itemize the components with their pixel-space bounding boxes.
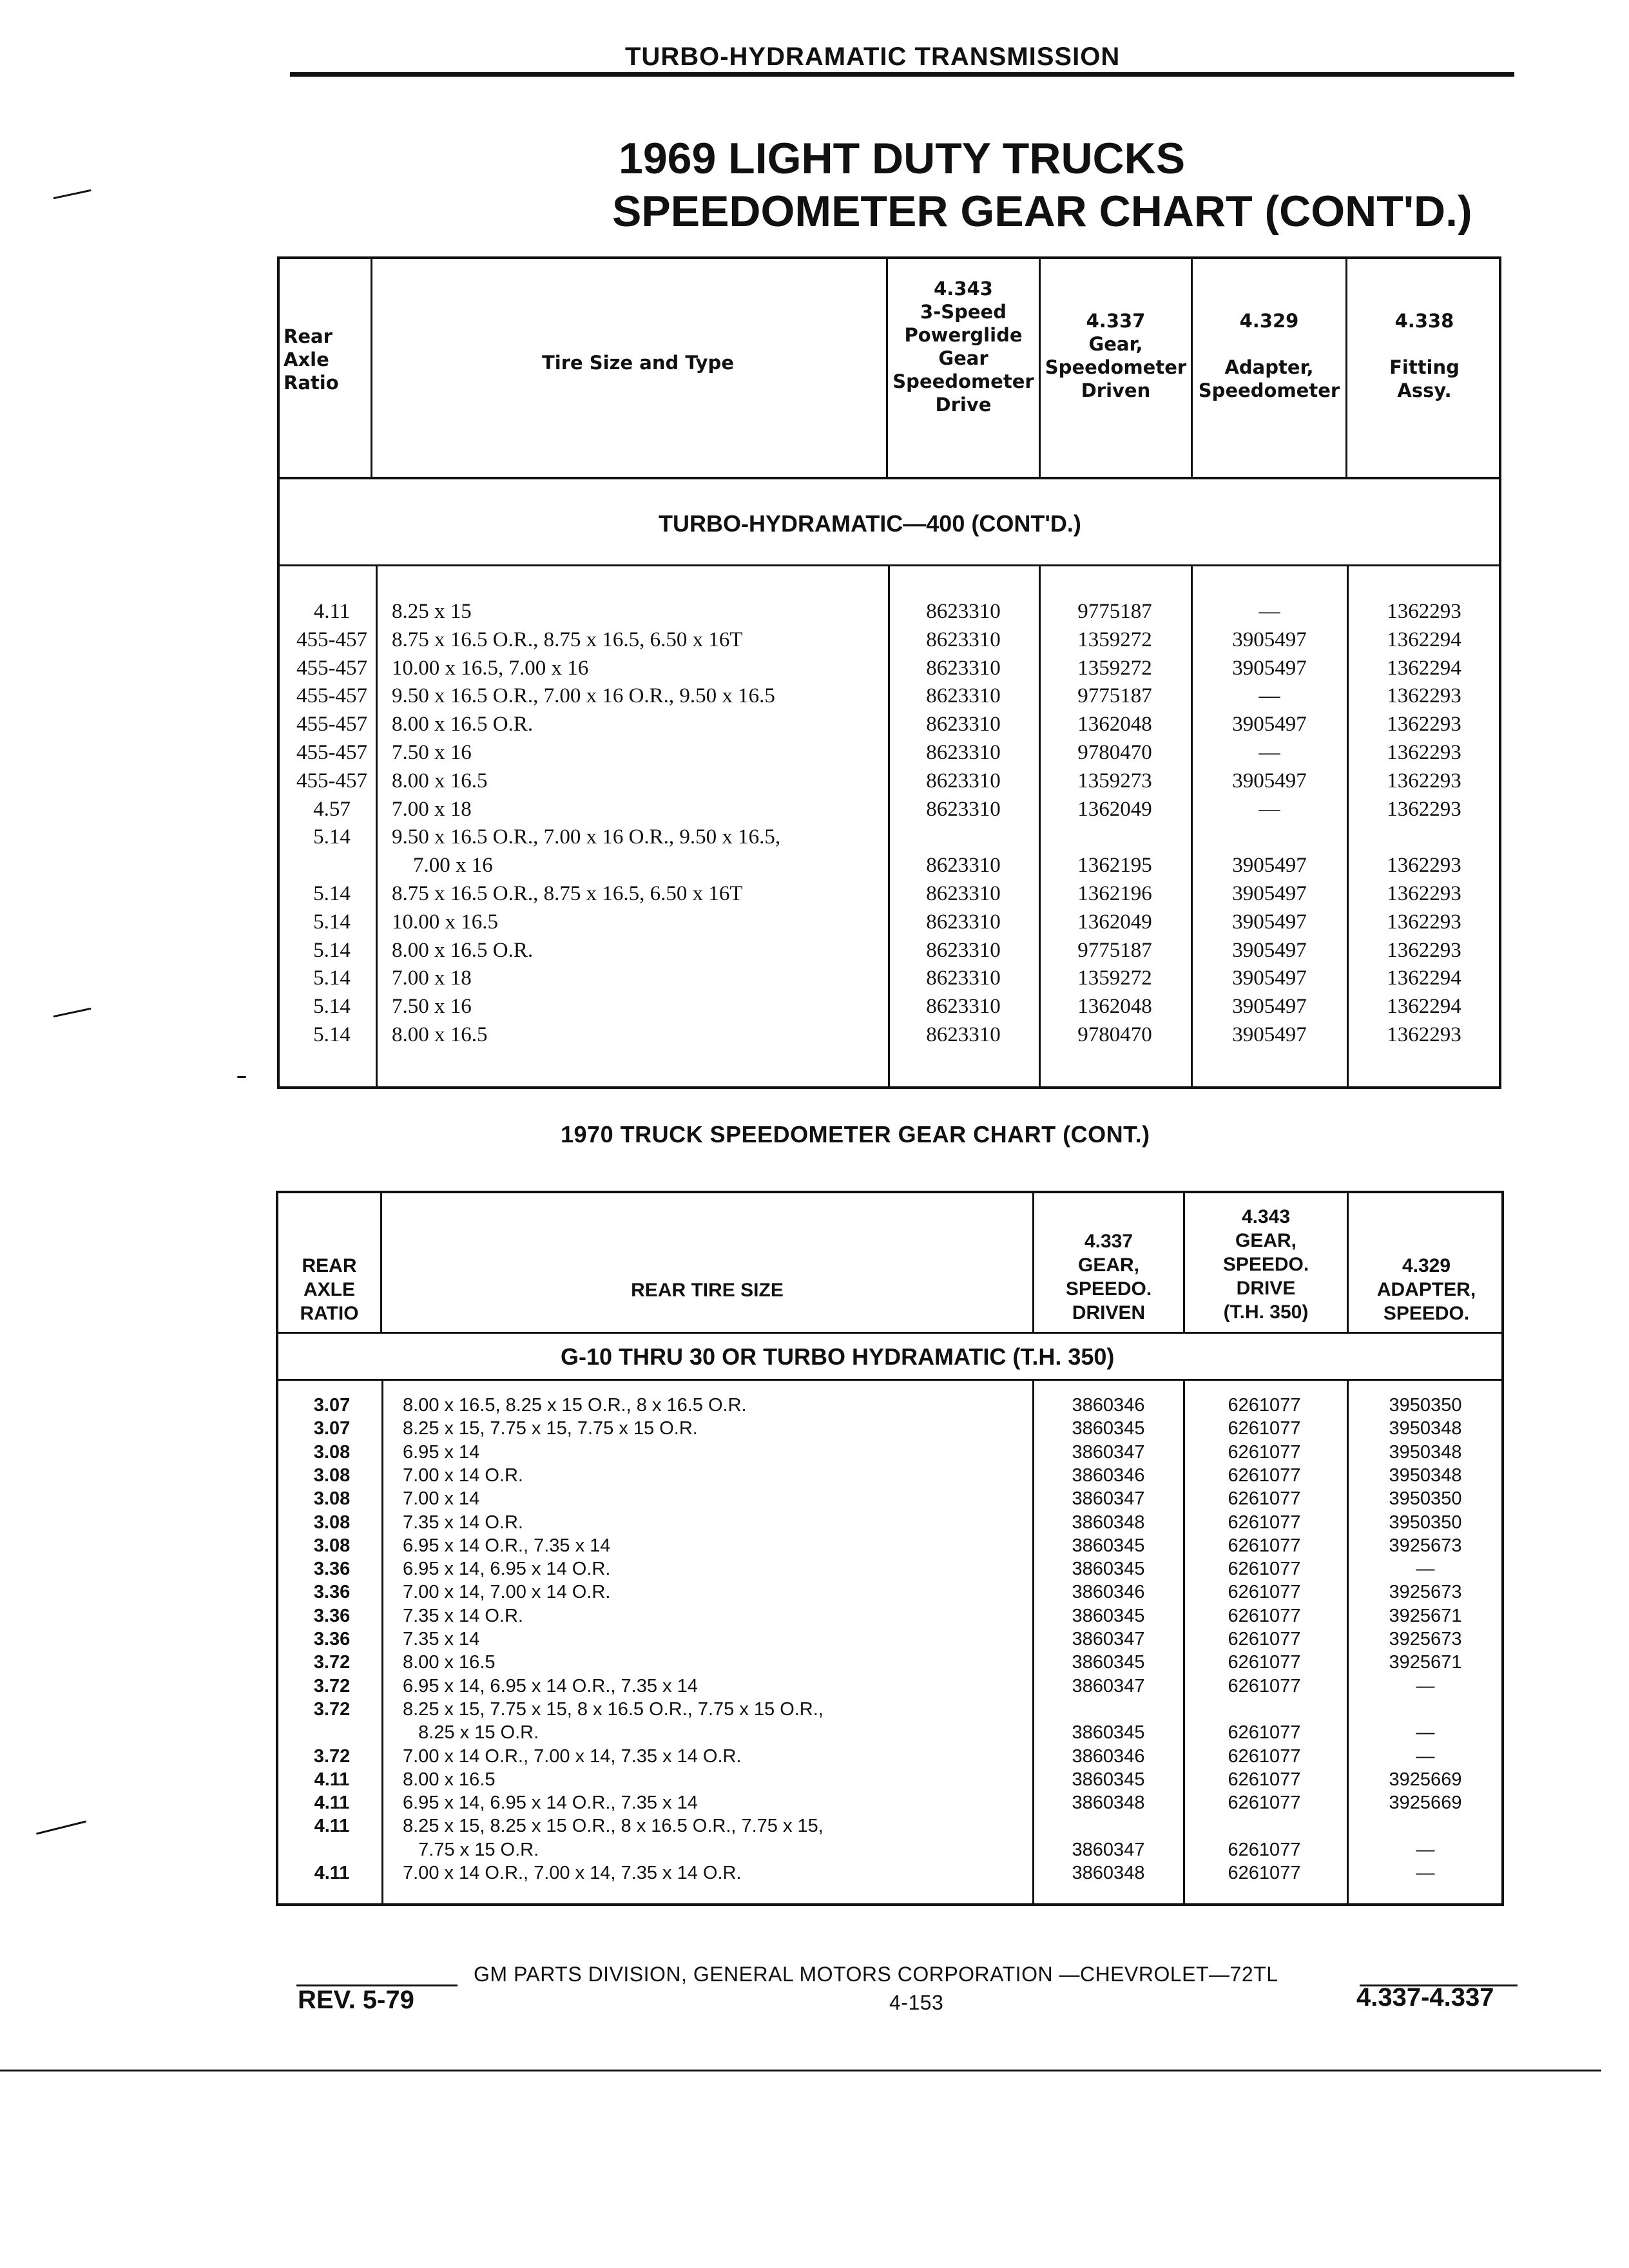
row-adapter: —: [1258, 600, 1280, 623]
header-tire-size: Tire Size and Type: [541, 352, 734, 374]
row-speedo-driven: 3860347: [1072, 1629, 1145, 1649]
margin-mark: [53, 189, 91, 199]
row-drive-gear: 8623310: [926, 600, 1001, 623]
row-speedo-driven: 3860345: [1072, 1559, 1145, 1580]
row-tire-size: 8.75 x 16.5 O.R., 8.75 x 16.5, 6.50 x 16T: [392, 882, 743, 905]
row-adapter: 3905497: [1232, 713, 1307, 736]
row-adapter: —: [1258, 797, 1280, 821]
row-tire-size: 7.00 x 18: [392, 966, 472, 990]
row-driven-gear: 9775187: [1077, 684, 1152, 708]
row-rear-tire-size: 6.95 x 14, 6.95 x 14 O.R., 7.35 x 14: [403, 1675, 698, 1696]
row-adapter: —: [1258, 684, 1280, 708]
row-adapter-speedo: 3950348: [1389, 1465, 1462, 1486]
row-tire-size: 8.00 x 16.5 O.R.: [392, 713, 534, 736]
row-speedo-driven: 3860345: [1072, 1605, 1145, 1626]
row-tire-size: 8.00 x 16.5: [392, 1023, 488, 1046]
row-drive-gear: 8623310: [926, 995, 1001, 1019]
row-rear-tire-size: 8.00 x 16.5: [403, 1652, 496, 1673]
row-tire-size: 7.50 x 16: [392, 995, 472, 1019]
row-drive-gear: 8623310: [926, 713, 1001, 736]
footer-page-number: 4-153: [889, 1991, 944, 2014]
row-adapter-speedo: 3950348: [1389, 1418, 1462, 1439]
row-tire-size: 8.00 x 16.5: [392, 769, 488, 793]
row-speedo-drive: 6261077: [1228, 1441, 1301, 1463]
row-axle-ratio: 5.14: [313, 966, 351, 990]
row-fitting: 1362293: [1387, 797, 1461, 821]
row-rear-tire-size: 8.25 x 15, 8.25 x 15 O.R., 8 x 16.5 O.R., 7.75 x 15,: [403, 1816, 824, 1837]
row-speedo-drive: 6261077: [1228, 1465, 1301, 1486]
row-fitting: 1362294: [1387, 628, 1461, 651]
section-g10-thru-30: G-10 THRU 30 OR TURBO HYDRAMATIC (T.H. 350): [561, 1343, 1115, 1370]
row-fitting: 1362293: [1387, 882, 1461, 905]
row-rear-tire-size: 6.95 x 14, 6.95 x 14 O.R.: [403, 1559, 611, 1580]
header-fitting: 4.338 Fitting Assy.: [1389, 310, 1460, 401]
footer-division: GM PARTS DIVISION, GENERAL MOTORS CORPORATION —CHEVROLET—72TL: [474, 1963, 1278, 1986]
footer-section-ref: 4.337-4.337: [1356, 1983, 1494, 2012]
row-rear-axle-ratio: 4.11: [314, 1792, 350, 1814]
row-speedo-driven: 3860348: [1072, 1863, 1145, 1883]
row-rear-tire-size: 7.00 x 14: [403, 1488, 480, 1510]
header-rear-axle-ratio: REAR AXLE RATIO: [300, 1255, 359, 1324]
row-rear-tire-size: 7.35 x 14 O.R.: [403, 1512, 523, 1533]
header-speedo-driven: 4.337 GEAR, SPEEDO. DRIVEN: [1065, 1231, 1152, 1323]
row-rear-tire-size: 7.35 x 14: [403, 1629, 480, 1649]
row-rear-tire-size: 6.95 x 14, 6.95 x 14 O.R., 7.35 x 14: [403, 1792, 698, 1814]
row-axle-ratio: 455-457: [296, 769, 367, 793]
row-adapter-speedo: 3925671: [1389, 1652, 1462, 1673]
row-adapter: 3905497: [1232, 910, 1307, 934]
row-fitting: 1362293: [1387, 854, 1461, 878]
row-axle-ratio: 5.14: [313, 910, 351, 934]
row-axle-ratio: 4.11: [313, 600, 351, 623]
row-drive-gear: 8623310: [926, 966, 1001, 990]
title-line-2: SPEEDOMETER GEAR CHART (CONT'D.): [612, 187, 1472, 236]
row-speedo-driven: 3860345: [1072, 1769, 1145, 1790]
row-speedo-drive: 6261077: [1228, 1512, 1301, 1533]
row-rear-tire-size: 7.00 x 14 O.R., 7.00 x 14, 7.35 x 14 O.R.: [403, 1745, 742, 1767]
row-rear-axle-ratio: 4.11: [314, 1863, 350, 1883]
row-adapter-speedo: —: [1416, 1863, 1435, 1883]
row-driven-gear: 1359273: [1077, 769, 1152, 793]
row-driven-gear: 1362049: [1077, 797, 1152, 821]
row-speedo-driven: 3860346: [1072, 1465, 1145, 1486]
footer-revision: REV. 5-79: [298, 1986, 414, 2014]
row-adapter-speedo: 3950348: [1389, 1441, 1462, 1463]
row-speedo-driven: 3860347: [1072, 1839, 1145, 1860]
row-fitting: 1362293: [1387, 684, 1461, 708]
row-speedo-drive: 6261077: [1228, 1745, 1301, 1767]
row-axle-ratio: 5.14: [313, 995, 351, 1019]
row-rear-axle-ratio: 3.08: [313, 1441, 351, 1463]
header-rule: [290, 72, 1514, 77]
row-adapter: —: [1258, 741, 1280, 764]
row-speedo-driven: 3860346: [1072, 1395, 1145, 1416]
row-rear-axle-ratio: 3.08: [313, 1512, 351, 1533]
row-rear-tire-size: 8.00 x 16.5: [403, 1769, 496, 1790]
row-speedo-drive: 6261077: [1228, 1582, 1301, 1603]
row-speedo-driven: 3860346: [1072, 1745, 1145, 1767]
row-adapter-speedo: —: [1416, 1745, 1435, 1767]
row-axle-ratio: 5.14: [313, 938, 351, 962]
row-fitting: 1362294: [1387, 966, 1461, 990]
row-fitting: 1362293: [1387, 1023, 1461, 1046]
row-rear-tire-size: 8.00 x 16.5, 8.25 x 15 O.R., 8 x 16.5 O.R.: [403, 1395, 747, 1416]
row-rear-axle-ratio: 3.36: [313, 1605, 351, 1626]
row-axle-ratio: 455-457: [296, 684, 367, 708]
row-adapter-speedo: —: [1416, 1722, 1435, 1744]
row-adapter-speedo: 3950350: [1389, 1395, 1462, 1416]
row-rear-axle-ratio: 3.08: [313, 1535, 351, 1556]
header-drive-gear: 4.343 3-Speed Powerglide Gear Speedometer Drive: [892, 278, 1034, 416]
row-rear-tire-size: 7.75 x 15 O.R.: [403, 1839, 539, 1860]
row-drive-gear: 8623310: [926, 769, 1001, 793]
row-rear-axle-ratio: 3.36: [313, 1629, 351, 1649]
row-tire-size: 7.50 x 16: [392, 741, 472, 764]
row-rear-tire-size: 7.35 x 14 O.R.: [403, 1605, 523, 1626]
row-drive-gear: 8623310: [926, 854, 1001, 878]
row-speedo-driven: 3860347: [1072, 1488, 1145, 1510]
row-adapter-speedo: 3925669: [1389, 1792, 1462, 1814]
row-rear-tire-size: 6.95 x 14: [403, 1441, 480, 1463]
header-adapter: 4.329 Adapter, Speedometer: [1198, 310, 1340, 401]
row-rear-axle-ratio: 3.08: [313, 1488, 351, 1510]
row-rear-tire-size: 8.25 x 15, 7.75 x 15, 7.75 x 15 O.R.: [403, 1418, 698, 1439]
row-adapter-speedo: —: [1416, 1839, 1435, 1860]
row-drive-gear: 8623310: [926, 882, 1001, 905]
row-adapter-speedo: 3925673: [1389, 1535, 1462, 1556]
row-driven-gear: 9780470: [1077, 1023, 1152, 1046]
row-rear-axle-ratio: 4.11: [314, 1769, 350, 1790]
row-drive-gear: 8623310: [926, 938, 1001, 962]
margin-mark: [53, 1008, 91, 1017]
row-adapter: 3905497: [1232, 938, 1307, 962]
row-adapter-speedo: 3925671: [1389, 1605, 1462, 1626]
row-rear-axle-ratio: 3.07: [313, 1418, 351, 1439]
row-rear-tire-size: 8.25 x 15, 7.75 x 15, 8 x 16.5 O.R., 7.75 x 15 O.R.,: [403, 1698, 824, 1720]
row-driven-gear: 9775187: [1077, 600, 1152, 623]
row-tire-size: 8.25 x 15: [392, 600, 472, 623]
row-drive-gear: 8623310: [926, 656, 1001, 680]
row-rear-tire-size: 8.25 x 15 O.R.: [403, 1722, 539, 1744]
row-axle-ratio: 455-457: [296, 628, 367, 651]
table2-title: 1970 TRUCK SPEEDOMETER GEAR CHART (CONT.): [561, 1121, 1150, 1148]
row-adapter-speedo: 3950350: [1389, 1488, 1462, 1510]
row-speedo-drive: 6261077: [1228, 1652, 1301, 1673]
row-drive-gear: 8623310: [926, 628, 1001, 651]
row-adapter: 3905497: [1232, 1023, 1307, 1046]
row-drive-gear: 8623310: [926, 910, 1001, 934]
title-line-1: 1969 LIGHT DUTY TRUCKS: [619, 134, 1186, 183]
row-fitting: 1362293: [1387, 600, 1461, 623]
row-rear-axle-ratio: 3.08: [313, 1465, 351, 1486]
row-driven-gear: 1362049: [1077, 910, 1152, 934]
row-fitting: 1362293: [1387, 769, 1461, 793]
row-speedo-drive: 6261077: [1228, 1535, 1301, 1556]
row-rear-axle-ratio: 3.72: [313, 1652, 351, 1673]
row-speedo-drive: 6261077: [1228, 1792, 1301, 1814]
row-driven-gear: 1359272: [1077, 656, 1152, 680]
row-drive-gear: 8623310: [926, 741, 1001, 764]
row-axle-ratio: 455-457: [296, 741, 367, 764]
row-speedo-driven: 3860345: [1072, 1722, 1145, 1744]
row-adapter: 3905497: [1232, 854, 1307, 878]
row-rear-tire-size: 7.00 x 14 O.R.: [403, 1465, 523, 1486]
row-adapter-speedo: 3950350: [1389, 1512, 1462, 1533]
row-axle-ratio: 5.14: [313, 825, 351, 849]
row-tire-size: 10.00 x 16.5, 7.00 x 16: [392, 656, 589, 680]
row-adapter-speedo: 3925673: [1389, 1582, 1462, 1603]
header-speedo-drive: 4.343 GEAR, SPEEDO. DRIVE (T.H. 350): [1222, 1206, 1309, 1323]
row-axle-ratio: 5.14: [313, 882, 351, 905]
row-rear-axle-ratio: 3.36: [313, 1559, 351, 1580]
row-adapter: 3905497: [1232, 628, 1307, 651]
running-title: TURBO-HYDRAMATIC TRANSMISSION: [625, 43, 1121, 71]
row-axle-ratio: 5.14: [313, 1023, 351, 1046]
row-fitting: 1362293: [1387, 713, 1461, 736]
row-driven-gear: 1362048: [1077, 713, 1152, 736]
row-speedo-driven: 3860347: [1072, 1441, 1145, 1463]
row-speedo-driven: 3860347: [1072, 1675, 1145, 1696]
row-rear-axle-ratio: 3.72: [313, 1675, 351, 1696]
row-speedo-driven: 3860346: [1072, 1582, 1145, 1603]
margin-mark: [237, 1076, 246, 1078]
row-axle-ratio: 455-457: [296, 713, 367, 736]
row-fitting: 1362294: [1387, 656, 1461, 680]
row-tire-size: 9.50 x 16.5 O.R., 7.00 x 16 O.R., 9.50 x 16.5,: [392, 825, 781, 849]
row-driven-gear: 1359272: [1077, 628, 1152, 651]
header-adapter-speedo: 4.329 ADAPTER, SPEEDO.: [1376, 1255, 1476, 1324]
row-driven-gear: 1359272: [1077, 966, 1152, 990]
row-rear-tire-size: 6.95 x 14 O.R., 7.35 x 14: [403, 1535, 611, 1556]
row-fitting: 1362294: [1387, 995, 1461, 1019]
row-speedo-drive: 6261077: [1228, 1559, 1301, 1580]
row-adapter-speedo: 3925669: [1389, 1769, 1462, 1790]
row-drive-gear: 8623310: [926, 797, 1001, 821]
header-driven-gear: 4.337 Gear, Speedometer Driven: [1045, 310, 1187, 401]
row-tire-size: 8.00 x 16.5 O.R.: [392, 938, 534, 962]
row-adapter: 3905497: [1232, 882, 1307, 905]
row-adapter: 3905497: [1232, 995, 1307, 1019]
header-axle-ratio: Rear Axle Ratio: [284, 325, 339, 394]
row-speedo-drive: 6261077: [1228, 1769, 1301, 1790]
row-speedo-drive: 6261077: [1228, 1418, 1301, 1439]
row-adapter: 3905497: [1232, 966, 1307, 990]
row-speedo-drive: 6261077: [1228, 1488, 1301, 1510]
row-adapter: 3905497: [1232, 769, 1307, 793]
row-rear-tire-size: 7.00 x 14, 7.00 x 14 O.R.: [403, 1582, 611, 1603]
row-speedo-driven: 3860348: [1072, 1512, 1145, 1533]
row-speedo-drive: 6261077: [1228, 1395, 1301, 1416]
row-adapter-speedo: —: [1416, 1559, 1435, 1580]
row-fitting: 1362293: [1387, 741, 1461, 764]
row-speedo-drive: 6261077: [1228, 1722, 1301, 1744]
row-drive-gear: 8623310: [926, 1023, 1001, 1046]
row-tire-size: 9.50 x 16.5 O.R., 7.00 x 16 O.R., 9.50 x 16.5: [392, 684, 775, 708]
row-adapter-speedo: 3925673: [1389, 1629, 1462, 1649]
row-speedo-drive: 6261077: [1228, 1839, 1301, 1860]
row-tire-size: 8.75 x 16.5 O.R., 8.75 x 16.5, 6.50 x 16T: [392, 628, 743, 651]
row-speedo-drive: 6261077: [1228, 1605, 1301, 1626]
page-title: [612, 132, 1472, 238]
row-rear-axle-ratio: 3.07: [313, 1395, 351, 1416]
row-rear-axle-ratio: 4.11: [314, 1816, 350, 1837]
row-driven-gear: 1362196: [1077, 882, 1152, 905]
row-adapter: 3905497: [1232, 656, 1307, 680]
row-speedo-drive: 6261077: [1228, 1629, 1301, 1649]
row-rear-axle-ratio: 3.36: [313, 1582, 351, 1603]
row-speedo-driven: 3860348: [1072, 1792, 1145, 1814]
row-rear-tire-size: 7.00 x 14 O.R., 7.00 x 14, 7.35 x 14 O.R.: [403, 1863, 742, 1883]
row-driven-gear: 9780470: [1077, 741, 1152, 764]
row-tire-size: 10.00 x 16.5: [392, 910, 498, 934]
header-rear-tire-size: REAR TIRE SIZE: [631, 1280, 784, 1301]
row-speedo-drive: 6261077: [1228, 1863, 1301, 1883]
row-driven-gear: 9775187: [1077, 938, 1152, 962]
row-drive-gear: 8623310: [926, 684, 1001, 708]
section-turbo-400: TURBO-HYDRAMATIC—400 (CONT'D.): [659, 510, 1081, 537]
row-driven-gear: 1362195: [1077, 854, 1152, 878]
row-fitting: 1362293: [1387, 938, 1461, 962]
row-adapter-speedo: —: [1416, 1675, 1435, 1696]
row-rear-axle-ratio: 3.72: [313, 1698, 351, 1720]
row-driven-gear: 1362048: [1077, 995, 1152, 1019]
margin-mark: [36, 1820, 86, 1834]
row-axle-ratio: 4.57: [313, 797, 351, 821]
row-speedo-driven: 3860345: [1072, 1535, 1145, 1556]
row-speedo-driven: 3860345: [1072, 1418, 1145, 1439]
row-axle-ratio: 455-457: [296, 656, 367, 680]
row-tire-size: 7.00 x 16: [392, 854, 493, 878]
row-speedo-drive: 6261077: [1228, 1675, 1301, 1696]
row-tire-size: 7.00 x 18: [392, 797, 472, 821]
row-speedo-driven: 3860345: [1072, 1652, 1145, 1673]
row-fitting: 1362293: [1387, 910, 1461, 934]
row-rear-axle-ratio: 3.72: [313, 1745, 351, 1767]
